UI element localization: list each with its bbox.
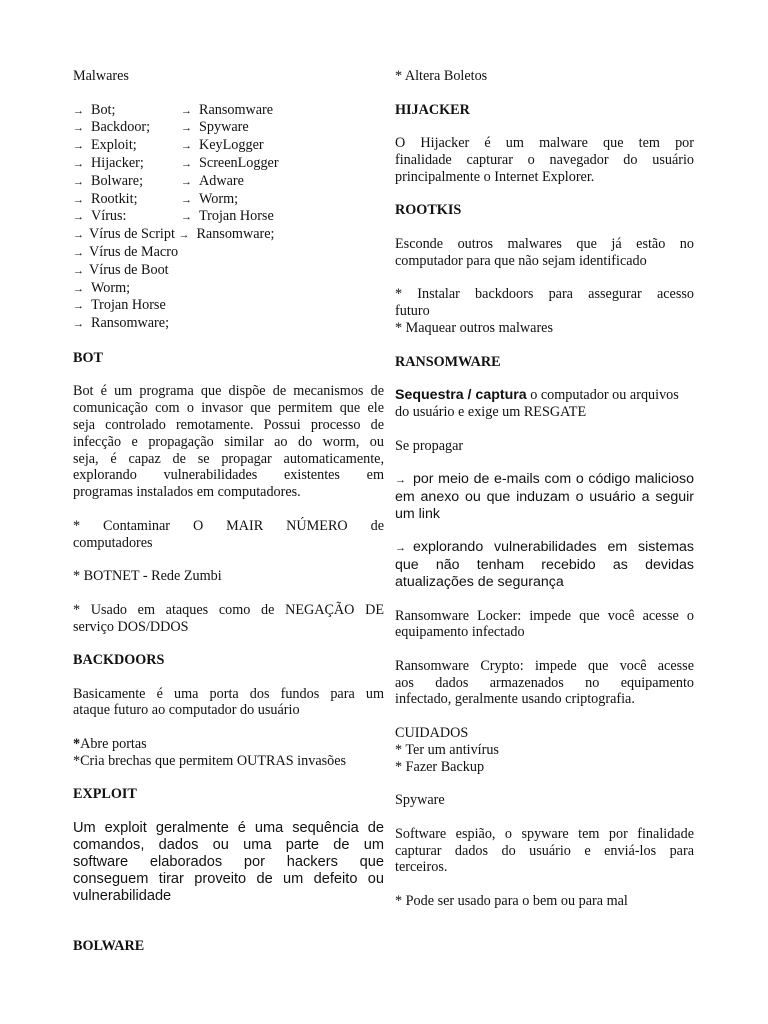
backdoors-paragraph: Basicamente é uma porta dos fundos para um ataque futuro ao computador do usuário [73,685,384,719]
bot-paragraph: Bot é um programa que dispõe de mecanismos de comunicação com o invasor que permitem que ele seja controlado remotamente. Possui processo de infecção e propagação similar ao do worm, ou seja, é capaz de se propagar automaticamente, explorando vulnerabilidades existentes em programas instalados em computadores. [73,383,384,501]
cuidados-section [395,725,694,775]
spyware-paragraph: Software espião, o spyware tem por finalidade capturar dados do usuário e enviá-los para terceiros. [395,825,694,876]
arrow-icon: → [73,140,84,153]
arrow-icon: → [73,193,84,206]
list-item: → Vírus de Script → Ransomware; [73,226,275,243]
bolware-heading: BOLWARE [73,938,145,955]
list-item: → Backdoor; → Spyware [73,119,249,136]
rootkis-paragraph: Esconde outros malwares que já estão no computador para que não sejam identificado [395,235,694,269]
left-column [73,68,384,955]
arrow-icon: → [395,542,406,555]
arrow-icon: → [178,229,190,242]
cuidados-heading: CUIDADOS [395,725,469,742]
spyware-point: * Pode ser usado para o bem ou para mal [395,893,628,910]
arrow-icon: → [73,229,84,242]
arrow-icon: → [181,193,192,206]
arrow-icon: → [73,157,84,170]
list-item: *Abre portas [73,736,147,753]
arrow-icon: → [181,157,192,170]
arrow-icon: → [73,122,84,135]
bot-point: * Usado em ataques como de NEGAÇÃO DE serviço DOS/DDOS [73,601,384,635]
propagar-point: → por meio de e-mails com o código malicioso em anexo ou que induzam o usuário a seguir um link [395,471,694,522]
bot-point: * BOTNET - Rede Zumbi [73,568,222,585]
list-item: → Worm; [73,279,131,296]
arrow-icon: → [181,104,192,117]
arrow-icon: → [73,211,84,224]
ransomware-paragraph: Sequestra / captura o computador ou arquivos do usuário e exige um RESGATE [395,387,679,420]
backdoors-points [73,736,384,770]
doc-title: Malwares [73,68,129,84]
hijacker-heading: HIJACKER [395,101,470,118]
arrow-icon: → [395,474,406,487]
arrow-icon: → [181,211,192,224]
arrow-icon: → [73,318,84,331]
hijacker-paragraph: O Hijacker é um malware que tem por finalidade capturar o navegador do usuário principalmente o Internet Explorer. [395,135,694,185]
list-item: * Fazer Backup [395,758,485,775]
bot-heading: BOT [73,349,103,366]
propagar-label: Se propagar [395,437,464,454]
altera-point: * Altera Boletos [395,68,488,84]
propagar-point: → explorando vulnerabilidades em sistemas que não tenham recebido as devidas atualizações de segurança [395,539,694,590]
arrow-icon: → [73,282,84,295]
list-item: *Cria brechas que permitem OUTRAS invasões [73,752,347,769]
list-item: → Trojan Horse [73,297,166,314]
right-column [395,68,694,910]
arrow-icon: → [181,122,192,135]
rootkis-heading: ROOTKIS [395,202,462,219]
rootkis-points: * Instalar backdoors para assegurar acesso futuro * Maquear outros malwares [395,286,694,336]
arrow-icon: → [73,300,84,313]
backdoors-heading: BACKDOORS [73,652,165,669]
exploit-paragraph: Um exploit geralmente é uma sequência de comandos, dados ou uma parte de um software elaborados por hackers que conseguem tirar proveito de um defeito ou vulnerabilidade [73,820,384,905]
locker-paragraph: Ransomware Locker: impede que você acesse o equipamento infectado [395,607,694,641]
arrow-icon: → [73,175,84,188]
list-item: → Bolware; → Adware [73,172,244,189]
list-item: → Ransomware; [73,315,170,332]
malware-list [73,102,384,333]
arrow-icon: → [181,140,192,153]
arrow-icon: → [73,104,84,117]
list-item: → Hijacker; → ScreenLogger [73,154,279,171]
list-item: → Vírus de Boot [73,261,169,278]
crypto-paragraph: Ransomware Crypto: impede que você acesse aos dados armazenados no equipamento infectado, geralmente usando criptografia. [395,657,694,708]
list-item: → Bot; → Ransomware [73,101,274,118]
list-item: → Vírus: → Trojan Horse [73,208,274,225]
list-item: → Vírus de Macro [73,243,179,260]
exploit-heading: EXPLOIT [73,786,137,803]
arrow-icon: → [73,264,84,277]
spyware-heading: Spyware [395,792,445,809]
list-item: → Exploit; → KeyLogger [73,137,264,154]
arrow-icon: → [73,246,84,259]
arrow-icon: → [181,175,192,188]
ransomware-heading: RANSOMWARE [395,353,501,370]
bot-point: * Contaminar O MAIR NÚMERO de computadores [73,517,384,551]
list-item: → Rootkit; → Worm; [73,190,239,207]
list-item: * Ter um antivírus [395,741,499,758]
